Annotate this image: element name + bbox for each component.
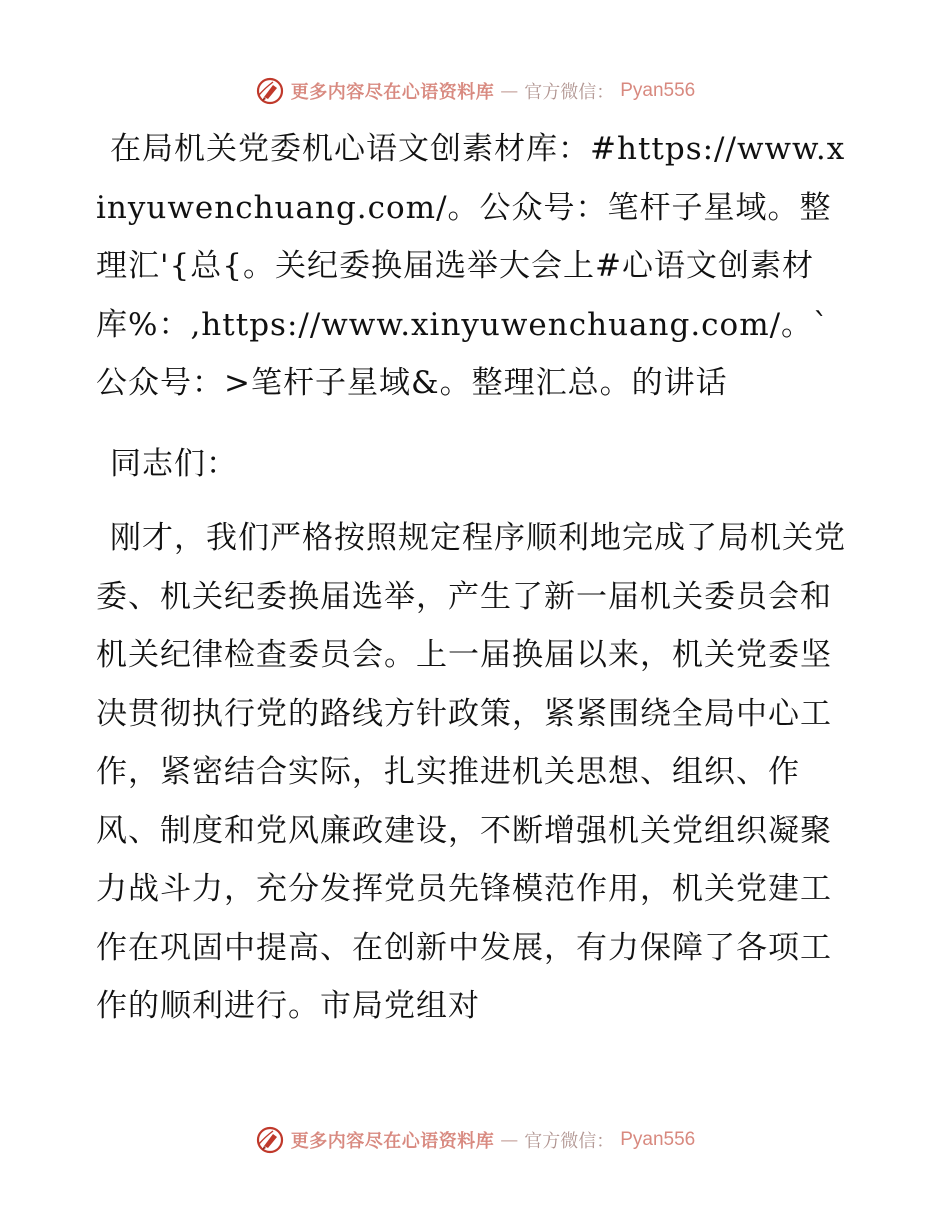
- watermark-separator: —: [500, 1129, 519, 1151]
- watermark-wechat-id: Pyan556: [620, 80, 696, 101]
- watermark-label: 官方微信：: [524, 82, 615, 103]
- watermark-footer: [0, 1120, 950, 1160]
- document-salutation: 同志们：: [110, 445, 238, 482]
- document-paragraph: 刚才，我们严格按照规定程序顺利地完成了局机关党委、机关纪委换届选举，产生了新一届机关委员会和机关纪律检查委员会。上一届换届以来，机关党委坚决贯彻执行党的路线方针政策，紧紧围绕全局中心工作，紧密结合实际，扎实推进机关思想、组织、作风、制度和党风廉政建设，不断增强机关党组织凝聚力战斗力，充分发挥党员先锋模范作用，机关党建工作在巩固中提高、在创新中发展，有力保障了各项工作的顺利进行。市局党组对: [96, 520, 846, 1024]
- pen-nib-circle-icon: [255, 1125, 285, 1155]
- document-title: 在局机关党委机心语文创素材库：#https://www.xinyuwenchuang.com/。公众号：笔杆子星域。整理汇'{总{。关纪委换届选举大会上#心语文创素材库%：,https://www.xinyuwenchuang.com/。`公众号：>笔杆子星域&。整理汇总。的讲话: [96, 131, 846, 401]
- watermark-header: [0, 71, 950, 111]
- pen-nib-circle-icon: [255, 76, 285, 106]
- watermark-text: 更多内容尽在心语资料库: [290, 82, 495, 103]
- watermark-separator: —: [500, 80, 519, 102]
- watermark-wechat-id: Pyan556: [620, 1129, 696, 1150]
- document-body: [96, 120, 856, 1036]
- watermark-text: 更多内容尽在心语资料库: [290, 1131, 495, 1152]
- watermark-label: 官方微信：: [524, 1131, 615, 1152]
